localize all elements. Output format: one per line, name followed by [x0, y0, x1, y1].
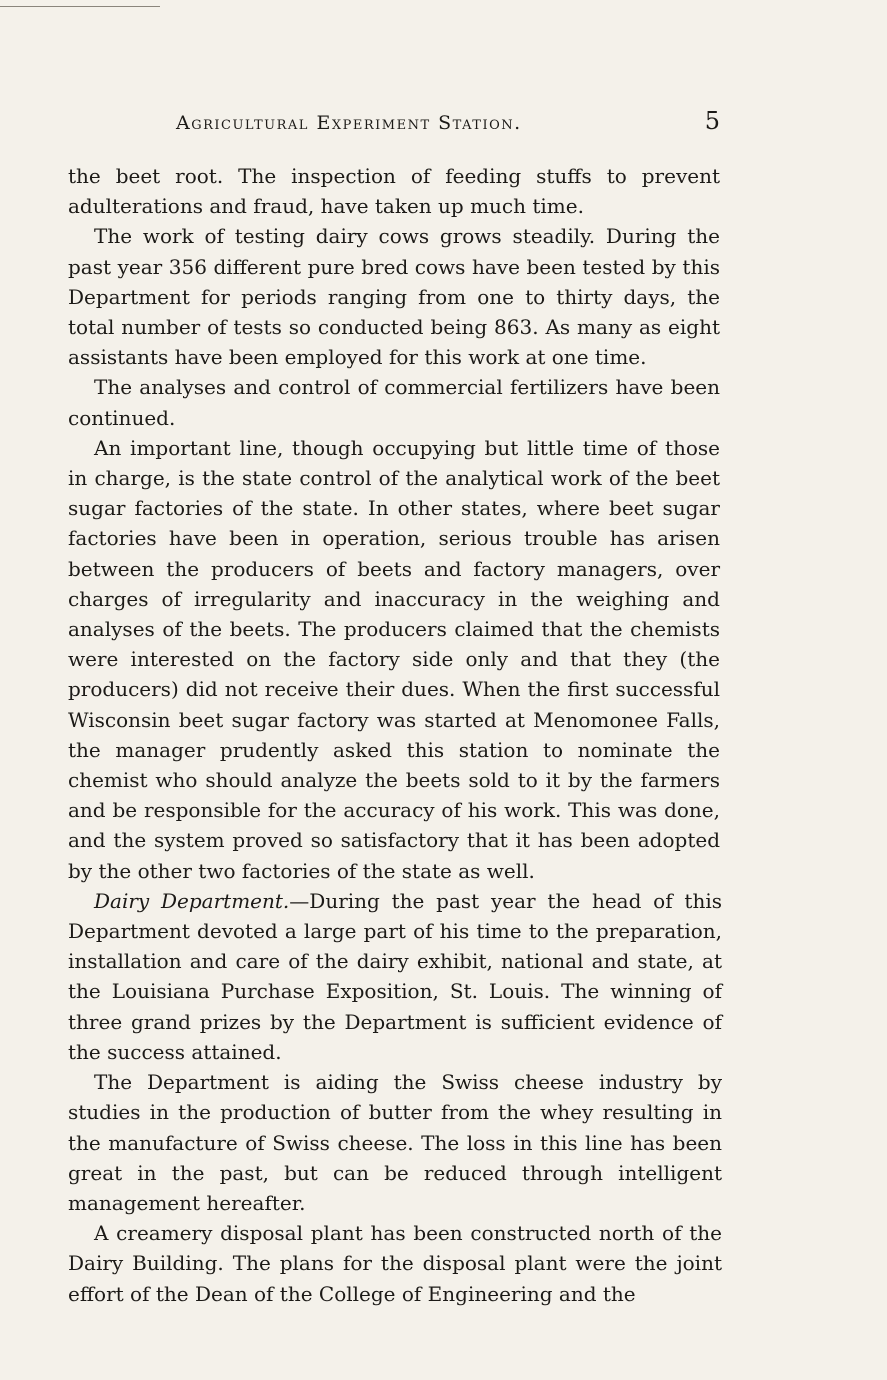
top-rule: [0, 6, 160, 7]
paragraph-dairy-department-text: —During the past year the head of this Department devoted a large part of his time to the preparation, installation and care of the dairy exhibit, national and state, at the Louisiana Purchase Exposition, St. Louis. The winning of three grand prizes by the Department is sufficient evidence of the success attained.: [68, 888, 722, 1064]
paragraph-creamery-disposal: A creamery disposal plant has been constructed north of the Dairy Building. The plans for the disposal plant were the joint effort of the Dean of the College of Engineering and the: [68, 1221, 722, 1306]
paragraph-swiss-cheese: The Department is aiding the Swiss cheese industry by studies in the production of butter from the whey resulting in the manufacture of Swiss cheese. The loss in this line has been great in the past, but can be reduced through intelligent management hereafter.: [68, 1070, 722, 1215]
paragraph-beet-root: the beet root. The inspection of feeding stuffs to prevent adulterations and fraud, have taken up much time.: [68, 164, 720, 219]
paragraph-dairy-department: [68, 886, 722, 1067]
running-title: Agricultural Experiment Station.: [176, 112, 522, 134]
paragraph-dairy-cow-testing: The work of testing dairy cows grows steadily. During the past year 356 different pure bred cows have been tested by this Department for periods ranging from one to thirty days, the total number of tests so conducted being 863. As many as eight assistants have been employed for this work at one time.: [68, 224, 720, 370]
body-text: [68, 161, 720, 1309]
section-heading-dairy-department: Dairy Department.: [94, 888, 290, 913]
paragraph-beet-sugar-control: An important line, though occupying but little time of those in charge, is the state control of the analytical work of the beet sugar factories of the state. In other states, where beet sugar factories have been in operation, serious trouble has arisen between the producers of beets and factory managers, over charges of irregularity and inaccuracy in the weighing and analyses of the beets. The producers claimed that the chemists were interested on the factory side only and that they (the producers) did not receive their dues. When the first successful Wisconsin beet sugar factory was started at Menomonee Falls, the manager prudently asked this station to nominate the chemist who should analyze the beets sold to it by the farmers and be responsible for the accuracy of his work. This was done, and the system proved so satisfactory that it has been adopted by the other two factories of the state as well.: [68, 435, 720, 883]
page-number: 5: [704, 107, 720, 135]
paragraph-fertilizers: The analyses and control of commercial fertilizers have been continued.: [68, 375, 720, 430]
running-head: [68, 107, 720, 141]
